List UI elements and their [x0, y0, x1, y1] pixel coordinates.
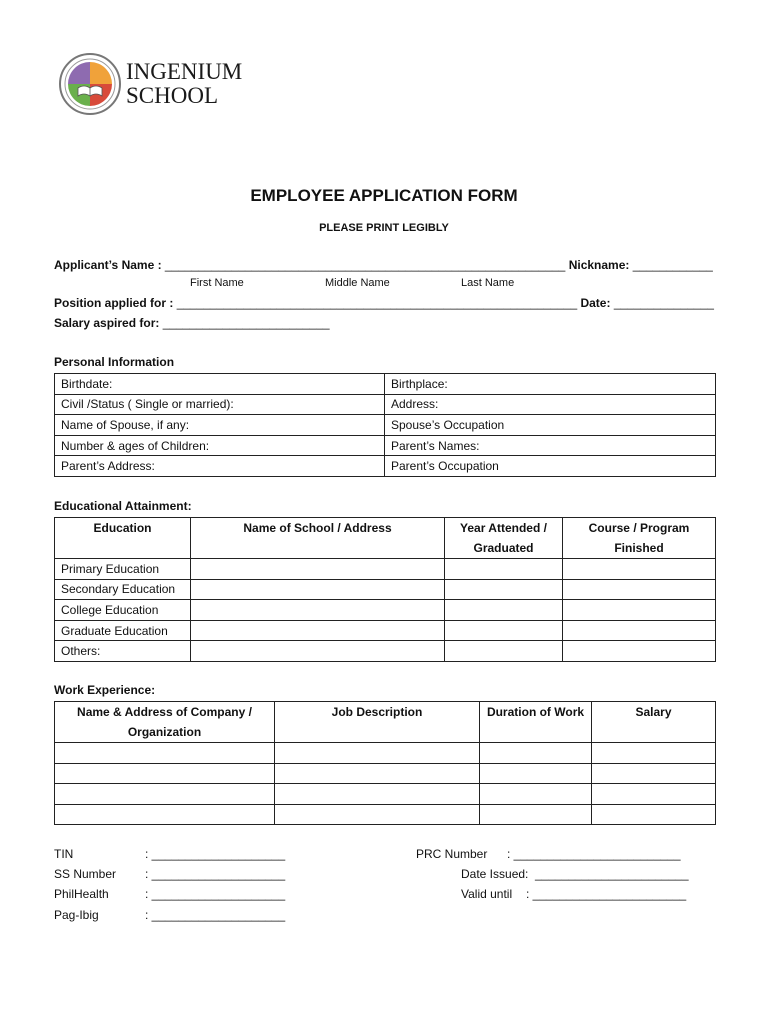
work-entry-cell[interactable]	[275, 743, 480, 764]
brand-line-1: INGENIUM	[126, 59, 243, 84]
form-subtitle: PLEASE PRINT LEGIBLY	[319, 222, 449, 234]
personal-info-cell[interactable]: Number & ages of Children:	[55, 435, 385, 456]
education-entry-cell[interactable]	[191, 600, 445, 621]
work-entry-cell[interactable]	[480, 784, 592, 805]
personal-info-heading: Personal Information	[54, 355, 175, 369]
education-entry-cell[interactable]	[445, 600, 563, 621]
school-logo	[58, 52, 122, 116]
personal-info-cell[interactable]: Parent’s Names:	[385, 435, 716, 456]
personal-info-table	[54, 373, 716, 477]
work-entry-cell[interactable]	[480, 763, 592, 784]
tin-label: TIN	[54, 847, 74, 861]
education-entry-cell[interactable]	[563, 559, 716, 580]
personal-info-cell[interactable]: Parent’s Address:	[55, 456, 385, 477]
nickname-line[interactable]: ____________	[632, 258, 713, 272]
personal-info-cell[interactable]: Name of Spouse, if any:	[55, 415, 385, 436]
tin-line[interactable]: : ____________________	[145, 847, 286, 861]
position-row	[54, 296, 714, 310]
applicant-name-row	[54, 258, 713, 272]
salary-label: Salary aspired for:	[54, 316, 160, 330]
work-entry-cell[interactable]	[592, 804, 716, 825]
form-title: EMPLOYEE APPLICATION FORM	[250, 186, 518, 205]
personal-info-cell[interactable]: Birthdate:	[55, 374, 385, 395]
position-label: Position applied for :	[54, 296, 174, 310]
salary-line[interactable]: _________________________	[162, 316, 330, 330]
last-name-caption: Last Name	[461, 277, 515, 289]
education-row	[55, 579, 716, 600]
personal-info-cell[interactable]: Civil /Status ( Single or married):	[55, 394, 385, 415]
education-level-cell: Others:	[55, 641, 191, 662]
work-entry-cell[interactable]	[480, 804, 592, 825]
education-entry-cell[interactable]	[563, 600, 716, 621]
salary-row	[54, 316, 330, 330]
work-table	[54, 701, 716, 825]
prc-label: PRC Number	[416, 847, 488, 861]
personal-info-cell[interactable]: Spouse’s Occupation	[385, 415, 716, 436]
philhealth-line[interactable]: : ____________________	[145, 887, 286, 901]
work-entry-cell[interactable]	[480, 743, 592, 764]
education-entry-cell[interactable]	[191, 579, 445, 600]
prc-line[interactable]: : _________________________	[507, 847, 681, 861]
personal-info-cell[interactable]: Birthplace:	[385, 374, 716, 395]
ss-line[interactable]: : ____________________	[145, 867, 286, 881]
work-row	[55, 763, 716, 784]
work-entry-cell[interactable]	[592, 784, 716, 805]
date-issued-label: Date Issued:	[461, 867, 529, 881]
applicant-name-line[interactable]: ____________________________________________________________	[164, 258, 566, 272]
work-entry-cell[interactable]	[55, 784, 275, 805]
date-issued-line[interactable]: _______________________	[535, 867, 689, 881]
work-heading: Work Experience:	[54, 683, 156, 697]
position-line[interactable]: ____________________________________________________________	[176, 296, 578, 310]
education-entry-cell[interactable]	[563, 620, 716, 641]
education-header-school: Name of School / Address	[191, 518, 445, 559]
personal-info-row	[55, 435, 716, 456]
education-level-cell: Graduate Education	[55, 620, 191, 641]
education-entry-cell[interactable]	[191, 620, 445, 641]
philhealth-label: PhilHealth	[54, 887, 109, 901]
education-entry-cell[interactable]	[445, 579, 563, 600]
school-brand	[126, 60, 242, 108]
personal-info-row	[55, 394, 716, 415]
personal-info-row	[55, 415, 716, 436]
work-row	[55, 743, 716, 764]
nickname-label: Nickname:	[568, 258, 630, 272]
work-entry-cell[interactable]	[592, 763, 716, 784]
pagibig-label: Pag-Ibig	[54, 908, 99, 922]
work-header-job: Job Description	[275, 702, 480, 743]
education-row	[55, 641, 716, 662]
work-entry-cell[interactable]	[55, 743, 275, 764]
education-table	[54, 517, 716, 662]
education-entry-cell[interactable]	[191, 559, 445, 580]
middle-name-caption: Middle Name	[325, 277, 390, 289]
ss-label: SS Number	[54, 867, 117, 881]
work-entry-cell[interactable]	[55, 763, 275, 784]
education-row	[55, 620, 716, 641]
work-row	[55, 804, 716, 825]
education-heading: Educational Attainment:	[54, 499, 192, 513]
valid-until-label: Valid until	[461, 887, 513, 901]
first-name-caption: First Name	[190, 277, 244, 289]
work-header-salary: Salary	[592, 702, 716, 743]
date-label: Date:	[580, 296, 611, 310]
work-entry-cell[interactable]	[55, 804, 275, 825]
brand-line-2: SCHOOL	[126, 83, 219, 108]
education-entry-cell[interactable]	[563, 579, 716, 600]
education-entry-cell[interactable]	[191, 641, 445, 662]
education-header-year: Year Attended / Graduated	[445, 518, 563, 559]
education-level-cell: Secondary Education	[55, 579, 191, 600]
education-entry-cell[interactable]	[445, 559, 563, 580]
work-entry-cell[interactable]	[275, 804, 480, 825]
pagibig-line[interactable]: : ____________________	[145, 908, 286, 922]
applicant-name-label: Applicant’s Name :	[54, 258, 162, 272]
education-row	[55, 600, 716, 621]
work-header-duration: Duration of Work	[480, 702, 592, 743]
personal-info-row	[55, 456, 716, 477]
date-line[interactable]: _______________	[613, 296, 714, 310]
work-row	[55, 784, 716, 805]
valid-until-line[interactable]: : _______________________	[526, 887, 687, 901]
education-level-cell: Primary Education	[55, 559, 191, 580]
education-entry-cell[interactable]	[445, 641, 563, 662]
personal-info-cell[interactable]: Parent’s Occupation	[385, 456, 716, 477]
education-header-education: Education	[55, 518, 191, 559]
work-header-company: Name & Address of Company / Organization	[55, 702, 275, 743]
education-header-course: Course / Program Finished	[563, 518, 716, 559]
work-entry-cell[interactable]	[275, 763, 480, 784]
education-level-cell: College Education	[55, 600, 191, 621]
personal-info-row	[55, 374, 716, 395]
work-entry-cell[interactable]	[592, 743, 716, 764]
education-row	[55, 559, 716, 580]
education-entry-cell[interactable]	[445, 620, 563, 641]
personal-info-cell[interactable]: Address:	[385, 394, 716, 415]
education-entry-cell[interactable]	[563, 641, 716, 662]
work-entry-cell[interactable]	[275, 784, 480, 805]
